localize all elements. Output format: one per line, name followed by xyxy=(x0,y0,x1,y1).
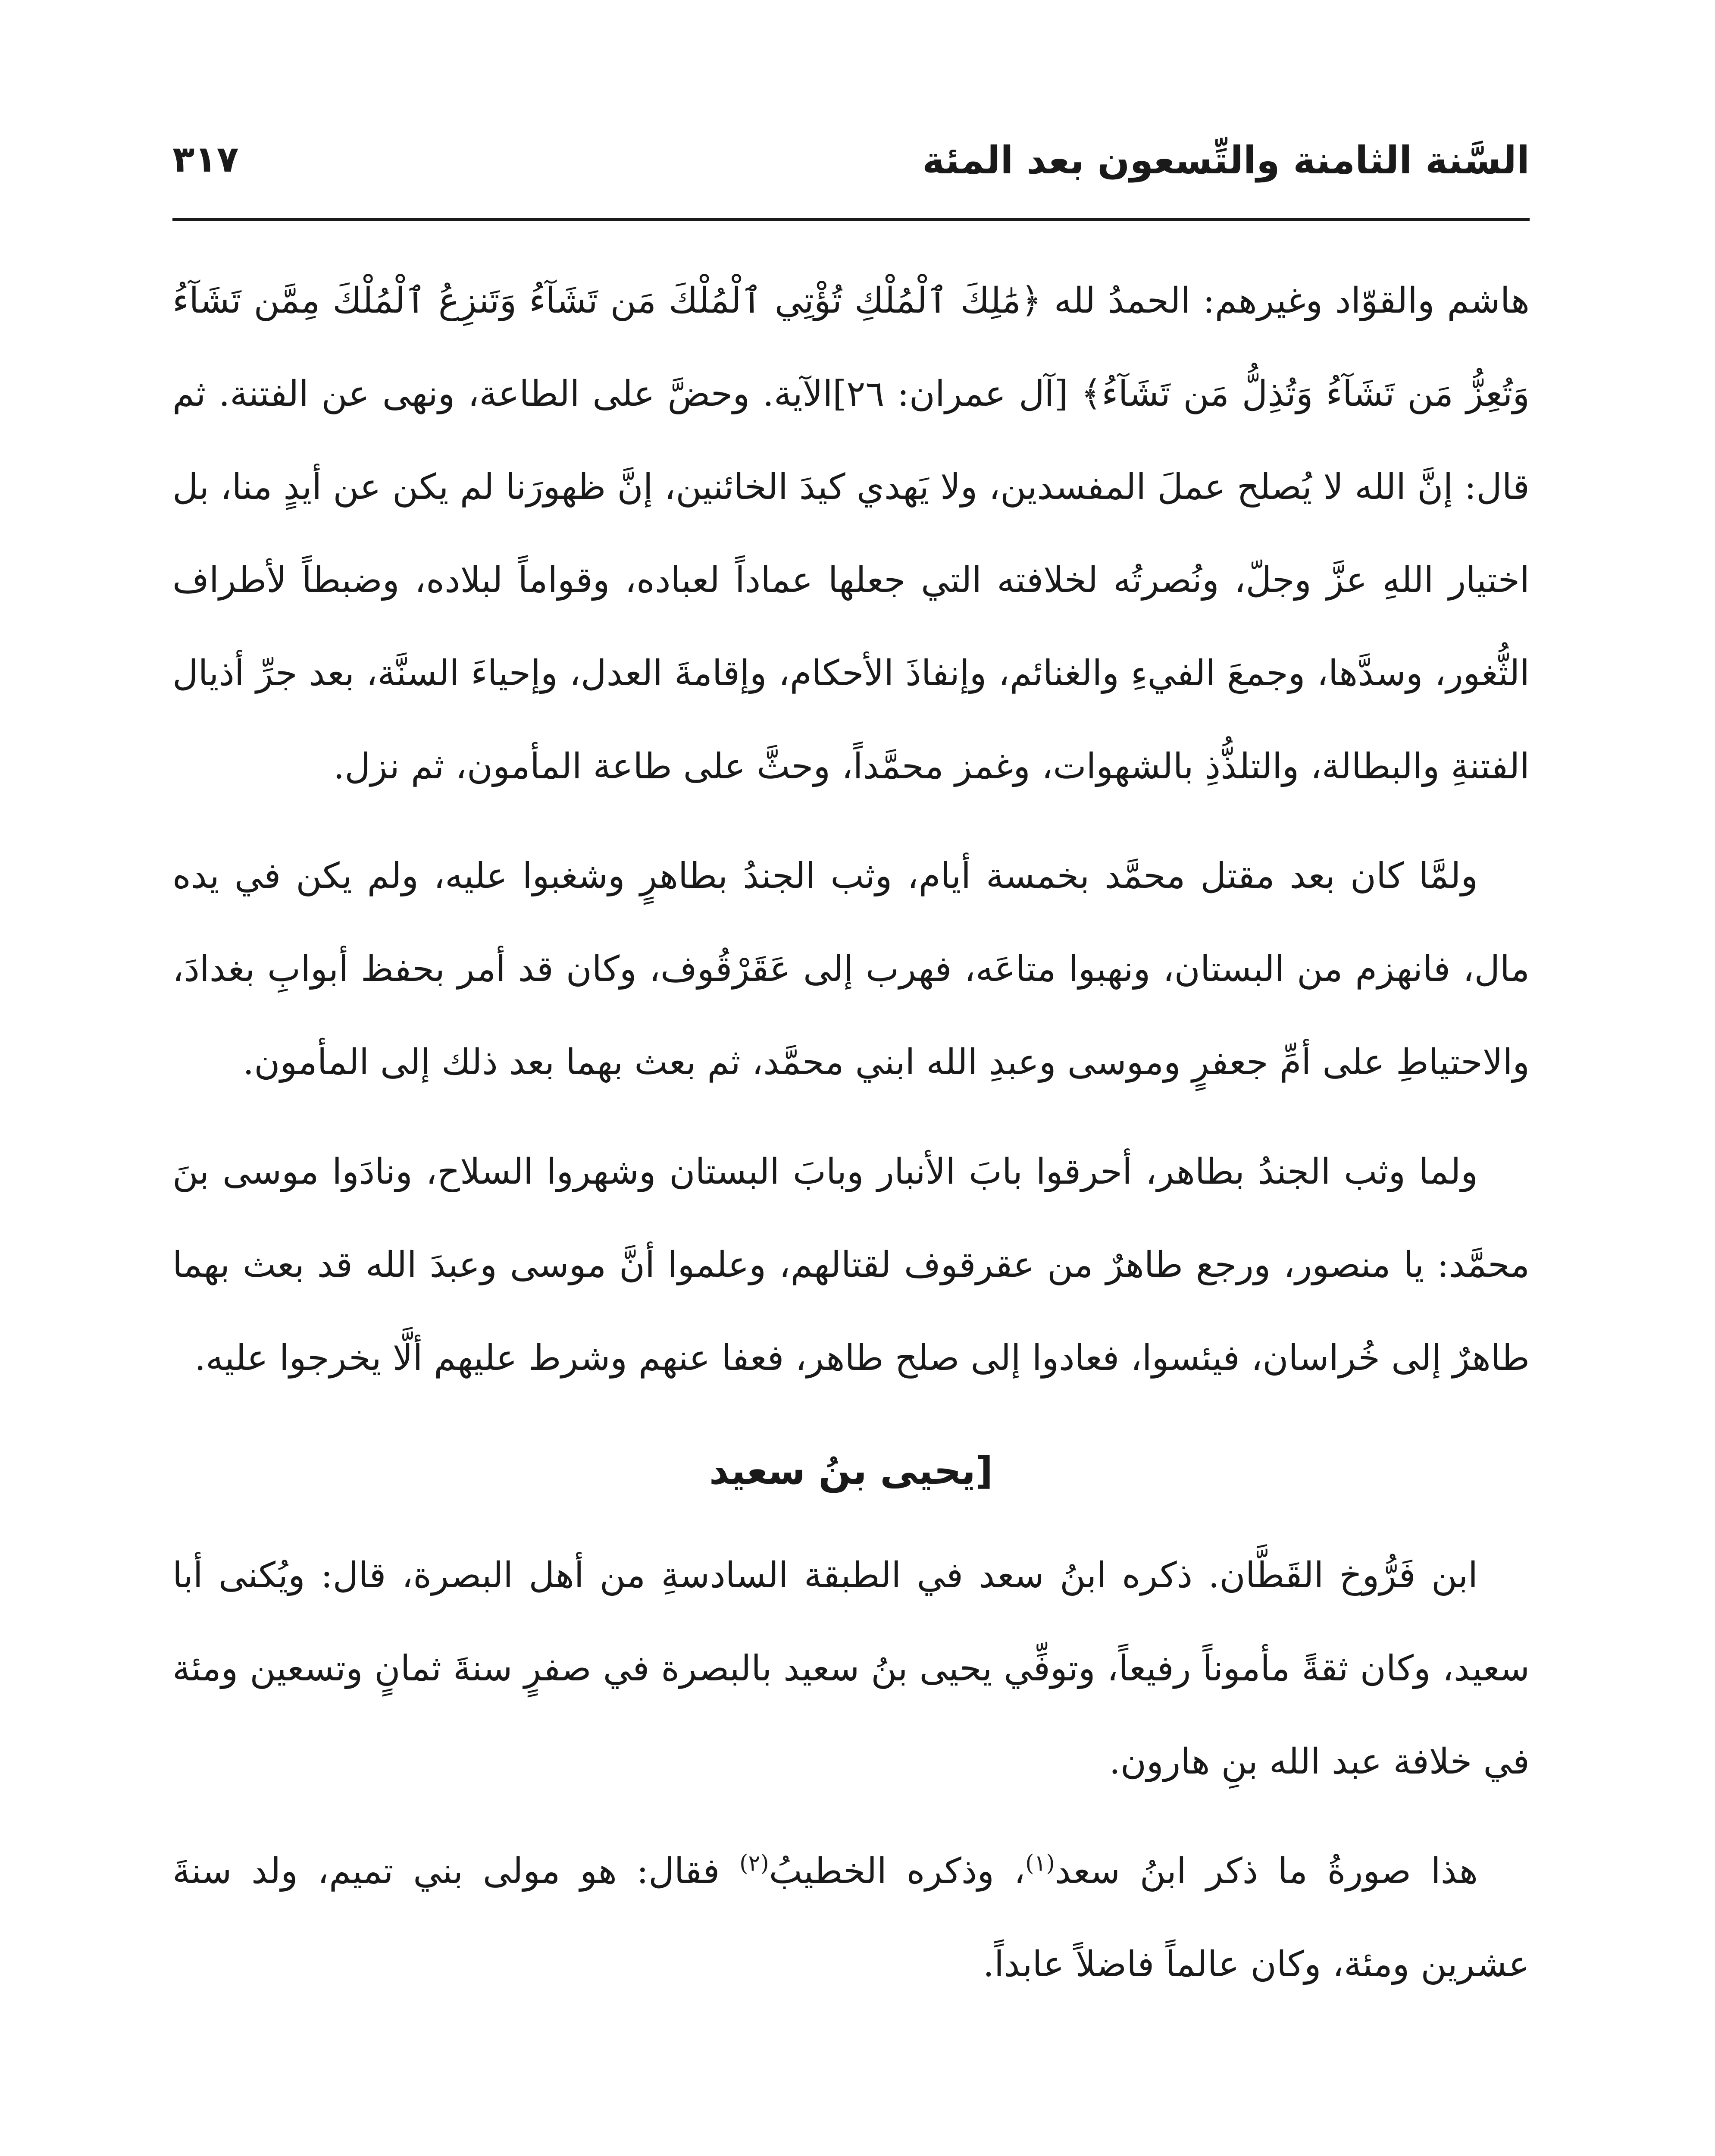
paragraph: ابن فَرُّوخ القَطَّان. ذكره ابنُ سعد في الطبقة السادسةِ من أهل البصرة، قال: ويُكنى أبا سعيد، وكان ثقةً مأموناً رفيعاً، وتوفِّي يحيى بنُ سعيد بالبصرة في صفرٍ سنةَ ثمانٍ وتسعين ومئة في خلافة عبد الله بنِ هارون. xyxy=(172,1555,1530,1782)
main-text xyxy=(172,254,1530,2028)
paragraph: ولمَّا كان بعد مقتل محمَّد بخمسة أيام، وثب الجندُ بطاهرٍ وشغبوا عليه، ولم يكن في يده مال، فانهزم من البستان، ونهبوا متاعَه، فهرب إلى عَقَرْقُوف، وكان قد أمر بحفظ أبوابِ بغدادَ، والاحتياطِ على أمِّ جعفرٍ وموسى وعبدِ الله ابني محمَّد، ثم بعث بهما بعد ذلك إلى المأمون. xyxy=(172,856,1530,1083)
paragraph-text: هاشم والقوّاد وغيرهم: الحمدُ لله xyxy=(1041,280,1530,321)
running-title: السَّنة الثامنة والتِّسعون بعد المئة xyxy=(922,138,1530,182)
footnote-ref[interactable]: (١) xyxy=(1025,1850,1055,1877)
header-divider xyxy=(172,218,1530,221)
paragraph: ولما وثب الجندُ بطاهر، أحرقوا بابَ الأنبار وبابَ البستان وشهروا السلاح، ونادَوا موسى بنَ محمَّد: يا منصور، ورجع طاهرٌ من عقرقوف لقتالهم، وعلموا أنَّ موسى وعبدَ الله قد بعث بهما طاهرٌ إلى خُراسان، فيئسوا، فعادوا إلى صلح طاهر، فعفا عنهم وشرط عليهم ألَّا يخرجوا عليه. xyxy=(172,1151,1530,1379)
paragraph-text: ، وذكره الخطيبُ xyxy=(769,1851,1026,1892)
section-heading: [يحيى بنُ سعيد xyxy=(709,1448,993,1493)
paragraph-text: فقال: هو مولى بني تميم، ولد سنةَ عشرين ومئة، وكان عالماً فاضلاً عابداً. xyxy=(172,1851,1530,1985)
quran-quote: ﴿مَٰلِكَ ٱلْمُلْكِ تُؤْتِي ٱلْمُلْكَ مَن تَشَآءُ وَتَنزِعُ ٱلْمُلْكَ مِمَّن تَشَآءُ وَتُعِزُّ مَن تَشَآءُ وَتُذِلُّ مَن تَشَآءُ﴾ xyxy=(172,280,1530,414)
paragraph-text: هذا صورةُ ما ذكر ابنُ سعد xyxy=(1055,1851,1478,1892)
page-header xyxy=(172,129,1530,203)
page-number: ٣١٧ xyxy=(172,138,239,180)
paragraph-text: [آل عمران: ٢٦]الآية. وحضَّ على الطاعة، ونهى عن الفتنة. ثم قال: إنَّ الله لا يُصلح عملَ المفسدين، ولا يَهدي كيدَ الخائنين، إنَّ ظهورَنا لم يكن عن أيدٍ منا، بل اختيار اللهِ عزَّ وجلّ، ونُصرتُه لخلافته التي جعلها عماداً لعباده، وقواماً لبلاده، وضبطاً لأطراف الثُّغور، وسدَّها، وجمعَ الفيءِ والغنائم، وإنفاذَ الأحكام، وإقامةَ العدل، وإحياءَ السنَّة، بعد جرِّ أذيال الفتنةِ والبطالة، والتلذُّذِ بالشهوات، وغمز محمَّداً، وحثَّ على طاعة المأمون، ثم نزل. xyxy=(172,373,1530,787)
footnote-ref[interactable]: (٢) xyxy=(739,1850,769,1877)
paragraph xyxy=(172,1825,1530,2011)
paragraph xyxy=(172,254,1530,813)
